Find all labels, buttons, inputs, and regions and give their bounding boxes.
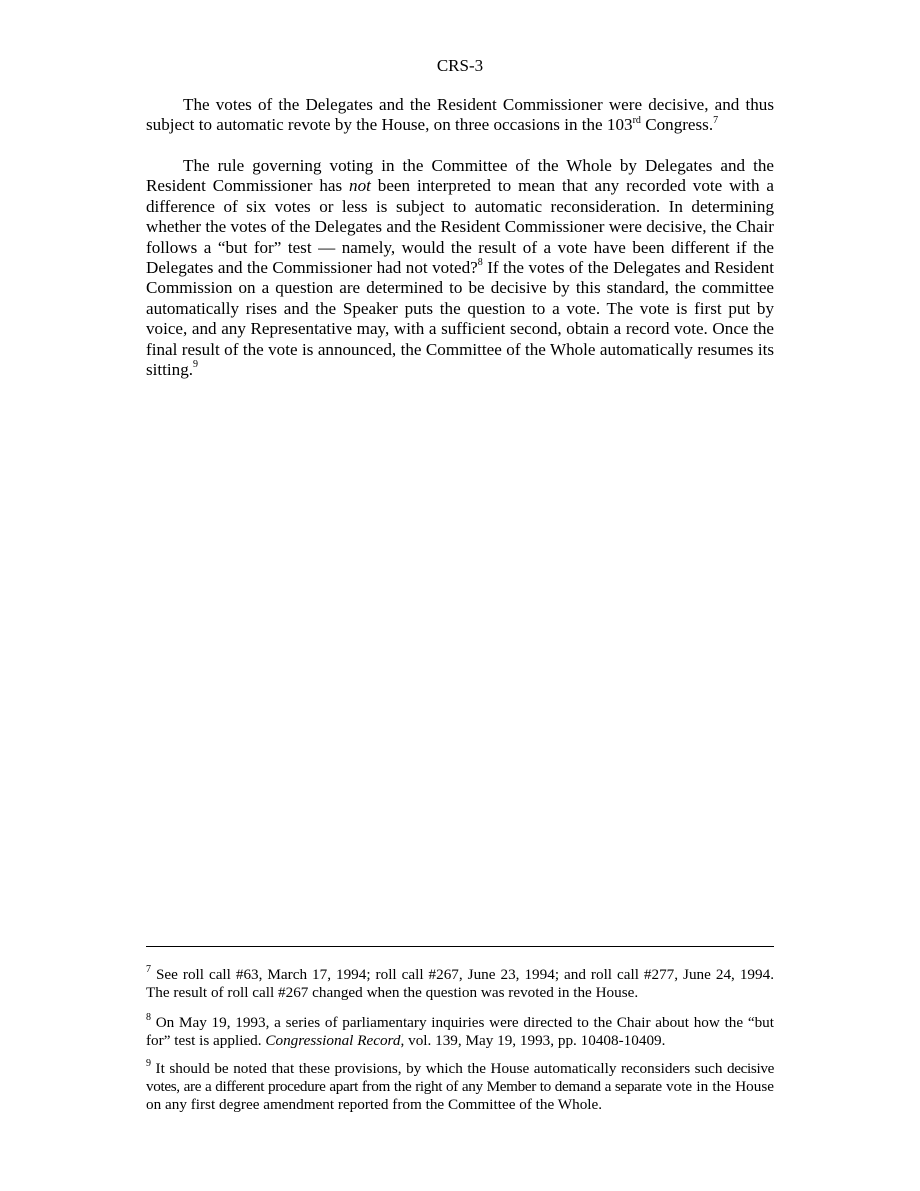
footnote-9-text-b: decisive votes, are a different procedure apart from the right of any Member to demand a separate [146, 1060, 774, 1095]
footnote-7 [146, 963, 774, 1002]
footnote-ref-8[interactable]: 8 [477, 257, 483, 269]
paragraph-2-text-b: been interpreted to mean that any recorded vote with a difference of six votes or less is subject to automatic reconsideration. In determining whether the votes of the Delegates and the Resident Commissioner were decisive, the Chair follows a “but for” test — namely, would the result of a vote have been different if the Delegates and the Commissioner had not voted? [146, 176, 774, 278]
emphasis-not: not [349, 176, 371, 196]
paragraph-1-text-a: The votes of the Delegates and the Resident Commissioner were decisive, and thus subject to automatic revote by the House, on three occasions in the 103 [146, 95, 774, 135]
page-header: CRS-3 [436, 56, 484, 75]
footnote-7-number: 7 [146, 963, 151, 975]
footnote-9-number: 9 [146, 1057, 151, 1069]
footnote-9-text-a: It should be noted that these provisions, by which the House automatically reconsiders such [151, 1060, 728, 1077]
footnote-8-text-a: On May 19, 1993, a series of parliamentary inquiries were directed to the Chair about how the “but for” test is applied. [146, 1014, 774, 1049]
footnote-ref-9[interactable]: 9 [193, 359, 199, 371]
footnote-8 [146, 1011, 774, 1050]
footnote-8-text-b: , vol. 139, May 19, 1993, pp. 10408-10409. [400, 1032, 666, 1049]
paragraph-1-text-b: Congress. [640, 115, 714, 135]
paragraph-2-text-c: If the votes of the Delegates and Resident Commission on a question are determined to be decisive by this standard, the committee automatically rises and the Speaker puts the question to a vote. The vote is first put by voice, and any Representative may, with a sufficient second, obtain a record vote. Once the final result of the vote is announced, the Committee of the Whole automatically resumes its sitting. [146, 258, 774, 380]
footnote-8-publication-title: Congressional Record [265, 1032, 401, 1049]
footnote-ref-7[interactable]: 7 [713, 114, 719, 126]
footnote-7-text: See roll call #63, March 17, 1994; roll call #267, June 23, 1994; and roll call #277, June 24, 1994. The result of roll call #267 changed when the question was revoted in the House. [146, 966, 774, 1001]
footnote-9-text-c: vote in the House on any first degree amendment reported from the Committee of the Whole. [146, 1078, 774, 1113]
paragraph-2-text-a: The rule governing voting in the Committee of the Whole by Delegates and the Resident Commissioner has [146, 156, 774, 196]
body-paragraph-2 [146, 156, 774, 380]
footnote-divider [146, 946, 774, 947]
ordinal-superscript: rd [632, 114, 641, 126]
footnote-8-number: 8 [146, 1011, 151, 1023]
body-paragraph-1 [146, 95, 774, 136]
footnote-9 [146, 1057, 774, 1114]
